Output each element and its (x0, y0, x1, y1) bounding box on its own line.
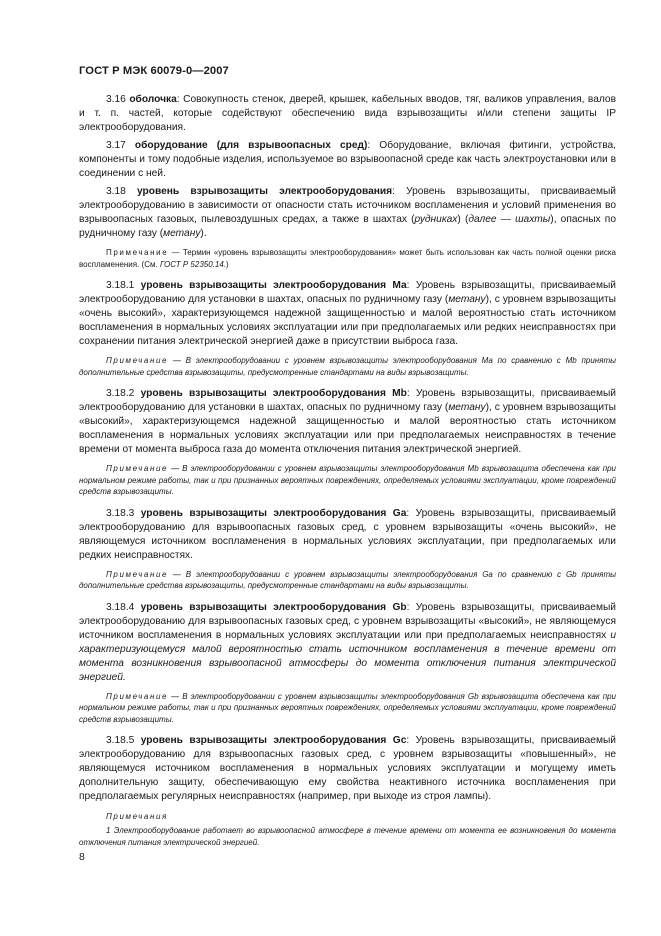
definition-term: уровень взрывозащиты электрооборудования Mb (140, 388, 407, 399)
notes-heading: Примечания (106, 812, 168, 821)
definition-text: : Уровень взрывозащиты, присваиваемый электрооборудованию в зависимости от опасности стать источником воспламенения и условий применения во взрывоопасных газовых, пылевоздушных средах, а также в шахтах ( (79, 186, 616, 225)
definition-3-18 (79, 185, 616, 241)
note-3-18 (79, 247, 616, 270)
note-text: — В электрооборудовании с уровнем взрывозащиты электрооборудования Mb взрывозащита обеспечена как при нормальном режиме работы, так и при признанных вероятных повреждениях, определяемых условиями эксплуатации, кроме повреждений средств взрывозащиты. (79, 464, 616, 496)
note-label: Примечание (106, 248, 169, 257)
definition-italic: метану (448, 402, 486, 413)
definition-italic: метану (448, 294, 486, 305)
definition-3-18-3 (79, 507, 616, 563)
definition-3-18-2 (79, 387, 616, 457)
definition-italic: и характеризующемуся малой вероятностью стать источником воспламенения в течение времени от момента возникновения взрывоопасной атмосферы до момента отключения питания электрической энергией. (79, 629, 616, 683)
definition-term: уровень взрывозащиты электрооборудования Ма (140, 280, 407, 291)
note-label: Примечание (106, 464, 169, 473)
note-item-1: 1 Электрооборудование работает во взрывоопасной атмосфере в течение времени от момента ее возникновения до момента отключения питания электрической энергией. (79, 826, 616, 847)
note-reference: ГОСТ Р 52350.14 (159, 259, 224, 269)
definition-italic: метану (163, 228, 201, 239)
definition-term: уровень взрывозащиты электрооборудования (137, 186, 393, 197)
note-label: Примечание (106, 569, 169, 579)
definition-number: 3.18.1 (106, 280, 135, 291)
definition-italic: далее — шахты (468, 214, 551, 225)
definition-3-18-4 (79, 601, 616, 685)
note-3-18-1 (79, 355, 616, 378)
definition-term: уровень взрывозащиты электрооборудования Ga (140, 507, 407, 519)
note-label: Примечание (106, 356, 169, 365)
definition-text: : Уровень взрывозащиты, присваиваемый электрооборудованию для взрывоопасных газовых сред, с уровнем взрывозащиты «высокий», не являющемуся источником воспламенения в нормальных условиях эксплуатации или при предполагаемых неисправностях (79, 601, 616, 641)
definition-text: : Оборудование, включая фитинги, устройства, компоненты и тому подобные изделия, используемое во взрывоопасной среде как часть электроустановки или в соединении с ней. (79, 140, 617, 179)
note-text: — В электрооборудовании с уровнем взрывозащиты электрооборудования Gb взрывозащита обеспечена как при нормальном режиме работы, так и при признанных вероятных повреждениях, определяемых условиями эксплуатации, кроме повреждений средств взрывозащиты. (79, 691, 616, 724)
definition-text: ). (200, 228, 207, 239)
note-3-18-4 (79, 691, 616, 726)
definition-term: уровень взрывозащиты электрооборудования Gb (140, 601, 407, 613)
note-text: — Термин «уровень взрывозащиты электрооборудования» может быть использован как часть полной оценки риска воспламенения. (См. (79, 248, 616, 269)
definition-number: 3.18.3 (106, 507, 135, 519)
definition-number: 3.18.4 (106, 601, 135, 613)
definition-term: оборудование (для взрывоопасных сред) (134, 140, 368, 151)
definition-3-18-5 (79, 734, 616, 804)
note-text: .) (223, 259, 229, 269)
definition-term: уровень взрывозащиты электрооборудования Gc (140, 735, 407, 746)
definition-text: ), опасных по рудничному газу ( (79, 214, 616, 239)
note-3-18-2 (79, 463, 616, 498)
note-label: Примечание (106, 691, 169, 701)
definition-number: 3.18.2 (106, 388, 135, 399)
definition-number: 3.16 (106, 94, 126, 105)
definition-text: ), с уровнем взрывозащиты «высокий», характеризующемся надежной защищенностью и малой вероятностью стать источником воспламенения в нормальных условиях эксплуатации или при предполагаемых неисправностях в течение времени от момента выброса газа до момента отключения питания электрической энергией. (79, 402, 616, 455)
definition-text: : Уровень взрывозащиты, присваиваемый электрооборудованию для взрывоопасных газовых сред, с уровнем взрывозащиты «повышенный», не являющемуся источником воспламенения в нормальных условиях эксплуатации и могущему иметь дополнительную защиту, обеспечивающую ему свойства неактивного источника воспламенения при предполагаемых регулярных неисправностях (например, при выходе из строя лампы). (79, 735, 616, 802)
definition-3-18-1 (79, 279, 616, 349)
definition-term: оболочка (129, 94, 177, 105)
definition-text: : Уровень взрывозащиты, присваиваемый электрооборудованию для взрывоопасных газовых сред, с уровнем взрывозащиты «очень высокий», не являющемуся источником воспламенения в нормальных условиях эксплуатации, при предполагаемых или редких неисправностях. (79, 507, 616, 561)
definition-text: : Уровень взрывозащиты, присваиваемый электрооборудованию для установки в шахтах, опасных по рудничному газу ( (79, 388, 616, 413)
definition-number: 3.18 (106, 186, 126, 197)
definition-3-17 (79, 139, 616, 181)
note-text: — В электрооборудовании с уровнем взрывозащиты электрооборудования Ма по сравнению с Mb приняты дополнительные средства взрывозащиты, предусмотренные стандартами на виды взрывозащиты. (79, 356, 616, 377)
definition-number: 3.18.5 (106, 735, 135, 746)
note-text: — В электрооборудовании с уровнем взрывозащиты электрооборудования Ga по сравнению с Gb приняты дополнительные средства взрывозащиты, предусмотренные стандартами на виды взрывозащиты. (79, 569, 616, 590)
document-body (79, 93, 616, 848)
definition-3-16 (79, 93, 616, 135)
definition-text: : Совокупность стенок, дверей, крышек, кабельных вводов, тяг, валиков управления, валов и т. п. частей, которые содействуют обеспечению вида взрывозащиты и/или степени защиты IP электрооборудования. (79, 94, 616, 133)
page-number: 8 (79, 851, 85, 863)
document-header: ГОСТ Р МЭК 60079-0—2007 (79, 65, 229, 77)
definition-italic: рудниках (414, 214, 458, 225)
definition-text: ), с уровнем взрывозащиты «очень высокий», характеризующемся надежной защищенностью и малой вероятностью стать источником воспламенения в нормальных условиях эксплуатации или при предполагаемых или редких неисправностях при сохранении питания электрической энергией даже в присутствии выброса газа. (79, 294, 616, 347)
note-3-18-3 (79, 569, 616, 592)
definition-text: : Уровень взрывозащиты, присваиваемый электрооборудованию для установки в шахтах, опасных по рудничному газу ( (79, 280, 616, 305)
definition-number: 3.17 (106, 140, 126, 151)
definition-text: ) ( (457, 214, 469, 225)
